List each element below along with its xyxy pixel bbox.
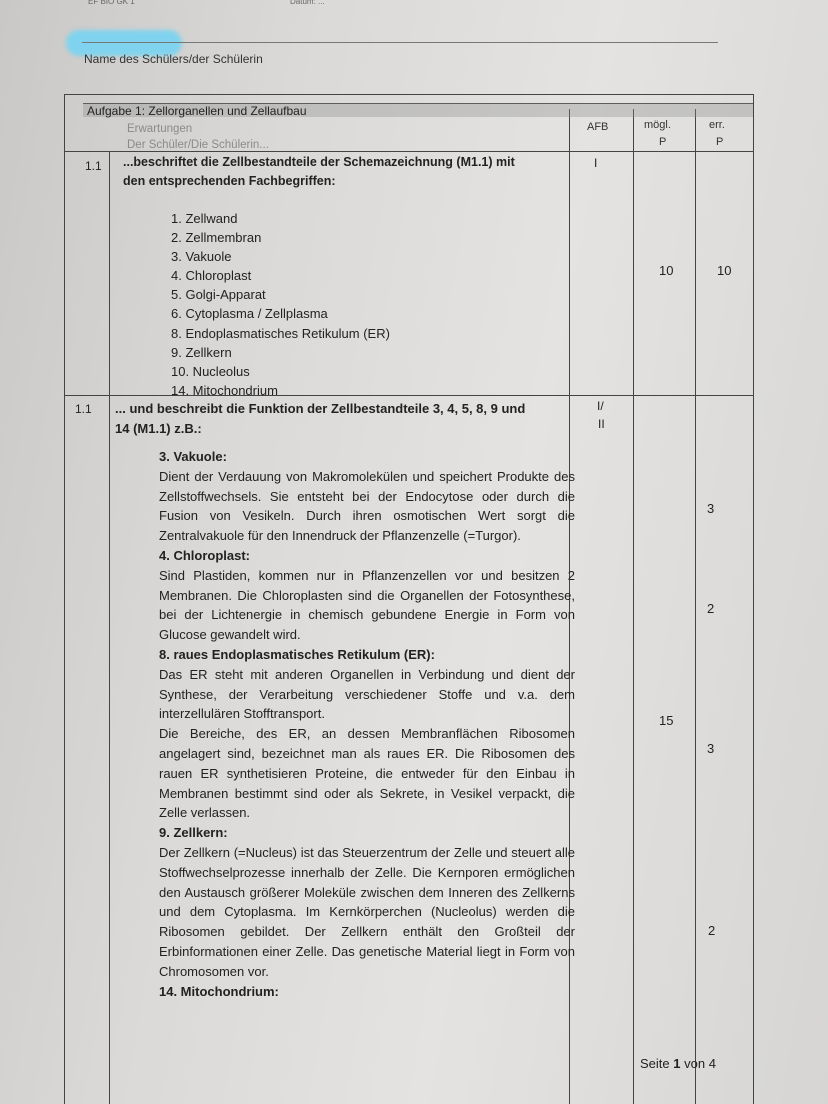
list-item: 14. Mitochondrium <box>171 382 278 398</box>
row1-title-line1: ...beschriftet die Zellbestandteile der Schemazeichnung (M1.1) mit <box>123 155 515 169</box>
organelle-list <box>171 209 390 400</box>
header-course: EF BIO GK 1 <box>88 0 135 6</box>
section-heading-vakuole: 3. Vakuole: <box>159 449 227 464</box>
footer-prefix: Seite <box>640 1056 670 1071</box>
section-heading-er: 8. raues Endoplasmatisches Retikulum (ER): <box>159 646 435 662</box>
task-title: Aufgabe 1: Zellorganellen und Zellaufbau <box>87 104 307 118</box>
footer-page-number: 1 <box>673 1056 681 1071</box>
col-afb-header: AFB <box>587 121 609 133</box>
header-date: Datum: ... <box>290 0 325 6</box>
row2-earned-er: 3 <box>707 741 715 756</box>
row2-earned-zellkern: 2 <box>708 923 716 938</box>
list-item: 10. Nucleolus <box>171 363 250 379</box>
section-text-vakuole: Dient der Verdauung von Makromolekülen und speichert Produkte des Zellstoffwechsels. Sie entsteht bei der Endocytose oder durch die Fusion von Vesikeln. Durch ihren osmotischen Wert sorgt die Zentralvakuole für den Innendruck der Pflanzenzelle (=Turgor). <box>159 468 575 544</box>
section-text-er: Das ER steht mit anderen Organellen in Verbindung und dient der Synthese, der Verarbeitung verschiedener Stoffe und v.a. dem interzellulären Stofftransport. <box>159 666 575 722</box>
list-item: 3. Vakuole <box>171 249 232 265</box>
row1-possible-points: 10 <box>659 263 674 278</box>
afb-col-line <box>633 109 634 1104</box>
list-item: 8. Endoplasmatisches Retikulum (ER) <box>171 325 390 341</box>
section-text-raues-er: Die Bereiche, des ER, an dessen Membranflächen Ribosomen angelagert sind, bezeichnet man als raues ER. Die Ribosomen des rauen ER synthetisieren Proteine, die entweder für den Einbau in Membranen bestimmt sind oder als Sekrete, in Vesikel verpackt, die Zelle verlassen. <box>159 726 575 821</box>
list-item: 9. Zellkern <box>171 344 232 360</box>
row1-afb: I <box>594 156 598 170</box>
col-possible-header: mögl. <box>644 119 671 131</box>
col-earned-header: err. <box>709 119 725 131</box>
name-label: Name des Schülers/der Schülerin <box>84 52 263 66</box>
number-col-line <box>109 151 110 1104</box>
row2-afb-line2: II <box>598 417 605 431</box>
section-heading-chloroplast: 4. Chloroplast: <box>159 547 251 563</box>
row1-earned-points: 10 <box>717 263 732 278</box>
list-item: 1. Zellwand <box>171 211 238 226</box>
row2-earned-vakuole: 3 <box>707 501 715 516</box>
row2-possible-points: 15 <box>659 713 674 728</box>
row1-title-line2: den entsprechenden Fachbegriffen: <box>123 174 336 188</box>
function-descriptions <box>159 447 575 1001</box>
expectations-label: Erwartungen <box>127 123 193 135</box>
row-separator <box>65 395 753 396</box>
list-item: 5. Golgi-Apparat <box>171 287 266 303</box>
section-text-zellkern: Der Zellkern (=Nucleus) ist das Steuerzentrum der Zelle und steuert alle Stoffwechselprozesse innerhalb der Zelle. Die Kernporen ermöglichen den Austausch größerer Moleküle zwischen dem Inneren des Zellkerns und dem Cytoplasma. Im Kernkörperchen (Nucleolus) werden die Ribosomen gebildet. Der Zellkern enthält den Großteil der Erbinformationen einer Zelle. Das genetische Material liegt in Form von Chromosomen vor. <box>159 844 575 979</box>
points-col-line <box>695 109 696 1104</box>
row2-afb-line1: I/ <box>597 399 604 413</box>
cut-off-header <box>80 0 780 8</box>
row1-number: 1.1 <box>85 159 102 173</box>
section-heading-mitochondrium: 14. Mitochondrium: <box>159 983 279 999</box>
list-item: 4. Chloroplast <box>171 268 252 284</box>
grading-table <box>64 94 754 1104</box>
list-item: 6. Cytoplasma / Zellplasma <box>171 306 328 322</box>
section-heading-zellkern: 9. Zellkern: <box>159 825 228 841</box>
row2-title-line2: 14 (M1.1) z.B.: <box>115 421 202 436</box>
student-label: Der Schüler/Die Schülerin... <box>127 139 269 151</box>
list-item: 2. Zellmembran <box>171 230 262 246</box>
row2-number: 1.1 <box>75 402 92 416</box>
header-bottom-line <box>65 151 753 152</box>
footer-suffix: von 4 <box>684 1056 716 1071</box>
col-possible-unit: P <box>659 136 667 148</box>
name-line <box>82 42 718 43</box>
section-text-chloroplast: Sind Plastiden, kommen nur in Pflanzenzellen vor und besitzen 2 Membranen. Die Chloroplasten sind die Organellen der Fotosynthese, bei der Lichtenergie in chemisch gebundene Energie in Form von Glucose gewandelt wird. <box>159 567 575 643</box>
row2-title-line1: ... und beschreibt die Funktion der Zellbestandteile 3, 4, 5, 8, 9 und <box>115 401 526 416</box>
row2-earned-chloroplast: 2 <box>707 601 715 616</box>
col-earned-unit: P <box>716 136 724 148</box>
page-footer <box>640 1056 716 1071</box>
